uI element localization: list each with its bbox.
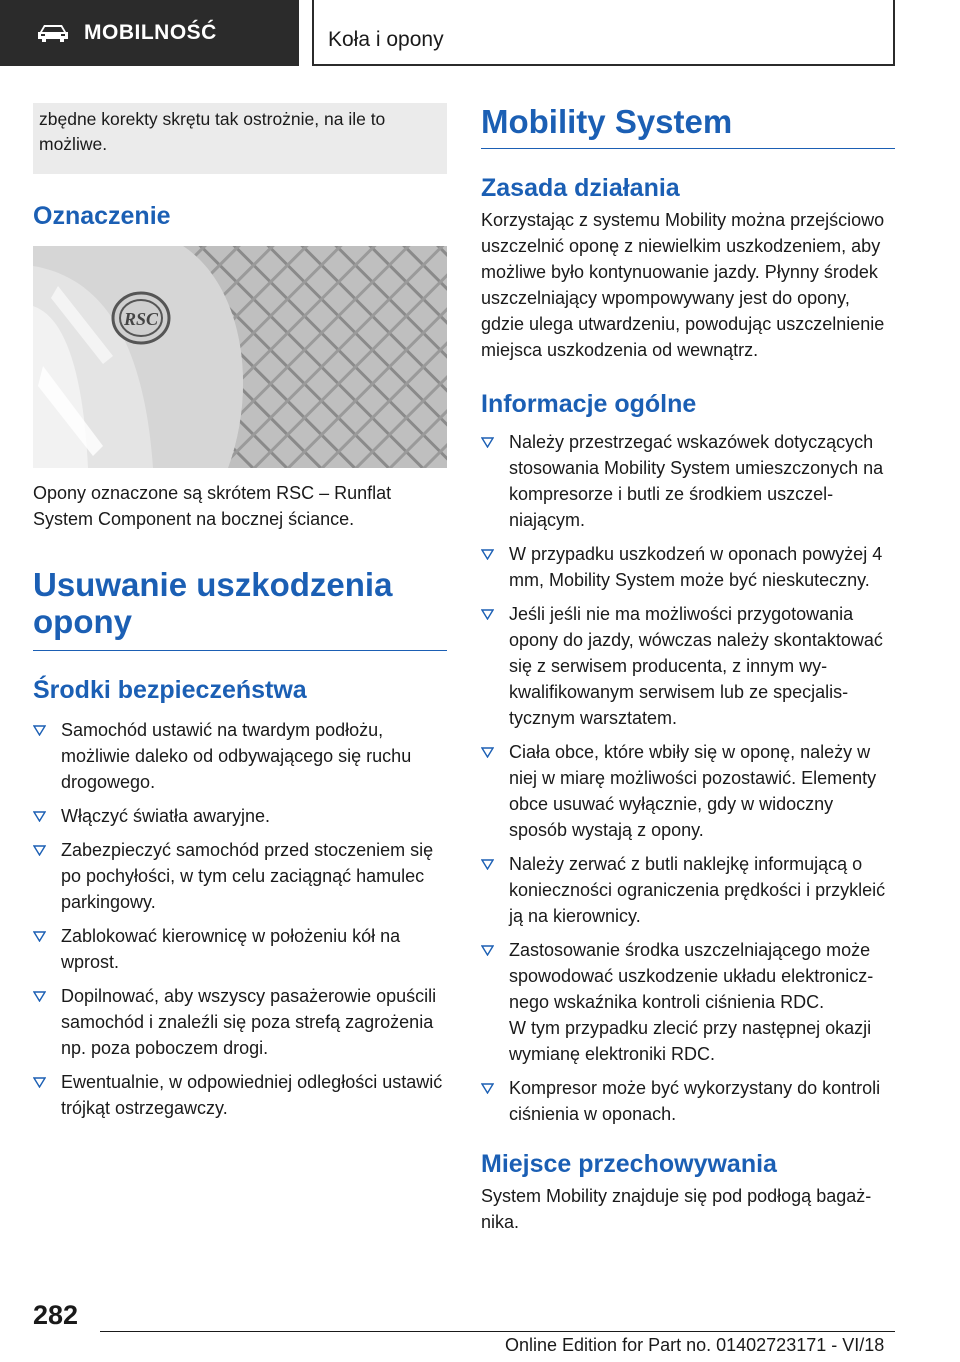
safety-list (33, 717, 447, 1121)
general-list (481, 429, 895, 1127)
triangle-bullet-icon (33, 1077, 46, 1088)
triangle-bullet-icon (33, 931, 46, 942)
page-header (0, 0, 960, 66)
list-item: Samochód ustawić na twardym podłożu, możliwie daleko od odbywającego się ruchu drogowego. (33, 717, 447, 795)
marking-heading: Oznaczenie (33, 202, 171, 230)
storage-heading: Miejsce przechowywania (481, 1150, 777, 1178)
list-item: Jeśli jeśli nie ma możliwości przygotowania opony do jazdy, wówczas należy skontaktować się z serwisem producenta, z innym wykwalifikowanym serwisem lub ze specjalistycznym warsztatem. (481, 601, 895, 731)
rsc-logo: RSC (123, 309, 159, 329)
triangle-bullet-icon (481, 1083, 494, 1094)
mobility-title: Mobility System (481, 103, 733, 140)
section-label: MOBILNOŚĆ (84, 21, 217, 44)
list-item: Włączyć światła awaryjne. (33, 803, 447, 829)
car-icon (36, 23, 70, 43)
triangle-bullet-icon (33, 845, 46, 856)
list-item: Ewentualnie, w odpowiedniej odległości ustawić trójkąt ostrzegawczy. (33, 1069, 447, 1121)
triangle-bullet-icon (481, 945, 494, 956)
triangle-bullet-icon (481, 609, 494, 620)
principle-heading: Zasada działania (481, 174, 680, 202)
page-number: 282 (33, 1300, 79, 1330)
triangle-bullet-icon (33, 811, 46, 822)
list-item: Należy przestrzegać wskazówek dotyczących stosowania Mobility System umieszczonych na kompresorze i butli ze środkiem uszczelniającym. (481, 429, 895, 533)
right-column (481, 103, 895, 1235)
list-item: Zastosowanie środka uszczelniającego może spowodować uszkodzenie układu elektronicznego wskaźnika kontroli ciśnienia RDC. W tym przypadku zlecić przy następnej okazji wymianę elektroniki RDC. (481, 937, 895, 1067)
repair-heading: Usuwanie uszkodzenia opony (33, 566, 393, 640)
chapter-title: Koła i opony (312, 0, 895, 66)
repair-heading-rule (33, 650, 447, 651)
footer-rule (100, 1331, 895, 1332)
tire-caption: Opony oznaczone są skrótem RSC – Runflat System Component na bocznej ściance. (33, 483, 392, 529)
list-item: W przypadku uszkodzeń w oponach powyżej 4 mm, Mobility System może być nieskuteczny. (481, 541, 895, 593)
tire-image (33, 246, 447, 468)
tire-illustration (33, 246, 447, 468)
list-item: Zabezpieczyć samochód przed stoczeniem się po pochyłości, w tym celu zaciągnąć hamulec parkingowy. (33, 837, 447, 915)
list-item: Zablokować kierownicę w położeniu kół na wprost. (33, 923, 447, 975)
safety-heading: Środki bezpieczeństwa (33, 676, 307, 704)
triangle-bullet-icon (481, 859, 494, 870)
section-tab (0, 0, 299, 66)
triangle-bullet-icon (33, 725, 46, 736)
mobility-title-rule (481, 148, 895, 149)
note-box: zbędne korekty skrętu tak ostrożnie, na ile to możliwe. (33, 103, 447, 174)
principle-text: Korzystając z systemu Mobility można przejściowo uszczelnić oponę z niewielkim uszkodzeniem, aby możliwe było kontynuowanie jazdy. Płynny środek uszczelniający wpompowywany jest do opony, gdzie ulega utwardzeniu, powodując uszczelnienie miejsca uszkodzenia od wewnątrz. (481, 210, 885, 360)
triangle-bullet-icon (481, 747, 494, 758)
list-item: Należy zerwać z butli naklejkę informującą o konieczności ograniczenia prędkości i przykleić ją na kierownicy. (481, 851, 895, 929)
list-item: Ciała obce, które wbiły się w oponę, należy w niej w miarę możliwości pozostawić. Elementy obce usuwać wyłącznie, gdy w widoczny sposób wystają z opony. (481, 739, 895, 843)
triangle-bullet-icon (33, 991, 46, 1002)
edition-text: Online Edition for Part no. 01402723171 - VI/18 (505, 1335, 885, 1355)
general-heading: Informacje ogólne (481, 390, 697, 418)
storage-text: System Mobility znajduje się pod podłogą bagażnika. (481, 1186, 872, 1232)
triangle-bullet-icon (481, 549, 494, 560)
list-item: Kompresor może być wykorzystany do kontroli ciśnienia w oponach. (481, 1075, 895, 1127)
list-item: Dopilnować, aby wszyscy pasażerowie opuścili samochód i znaleźli się poza strefą zagrożenia np. poza poboczem drogi. (33, 983, 447, 1061)
left-column (33, 103, 447, 1129)
triangle-bullet-icon (481, 437, 494, 448)
